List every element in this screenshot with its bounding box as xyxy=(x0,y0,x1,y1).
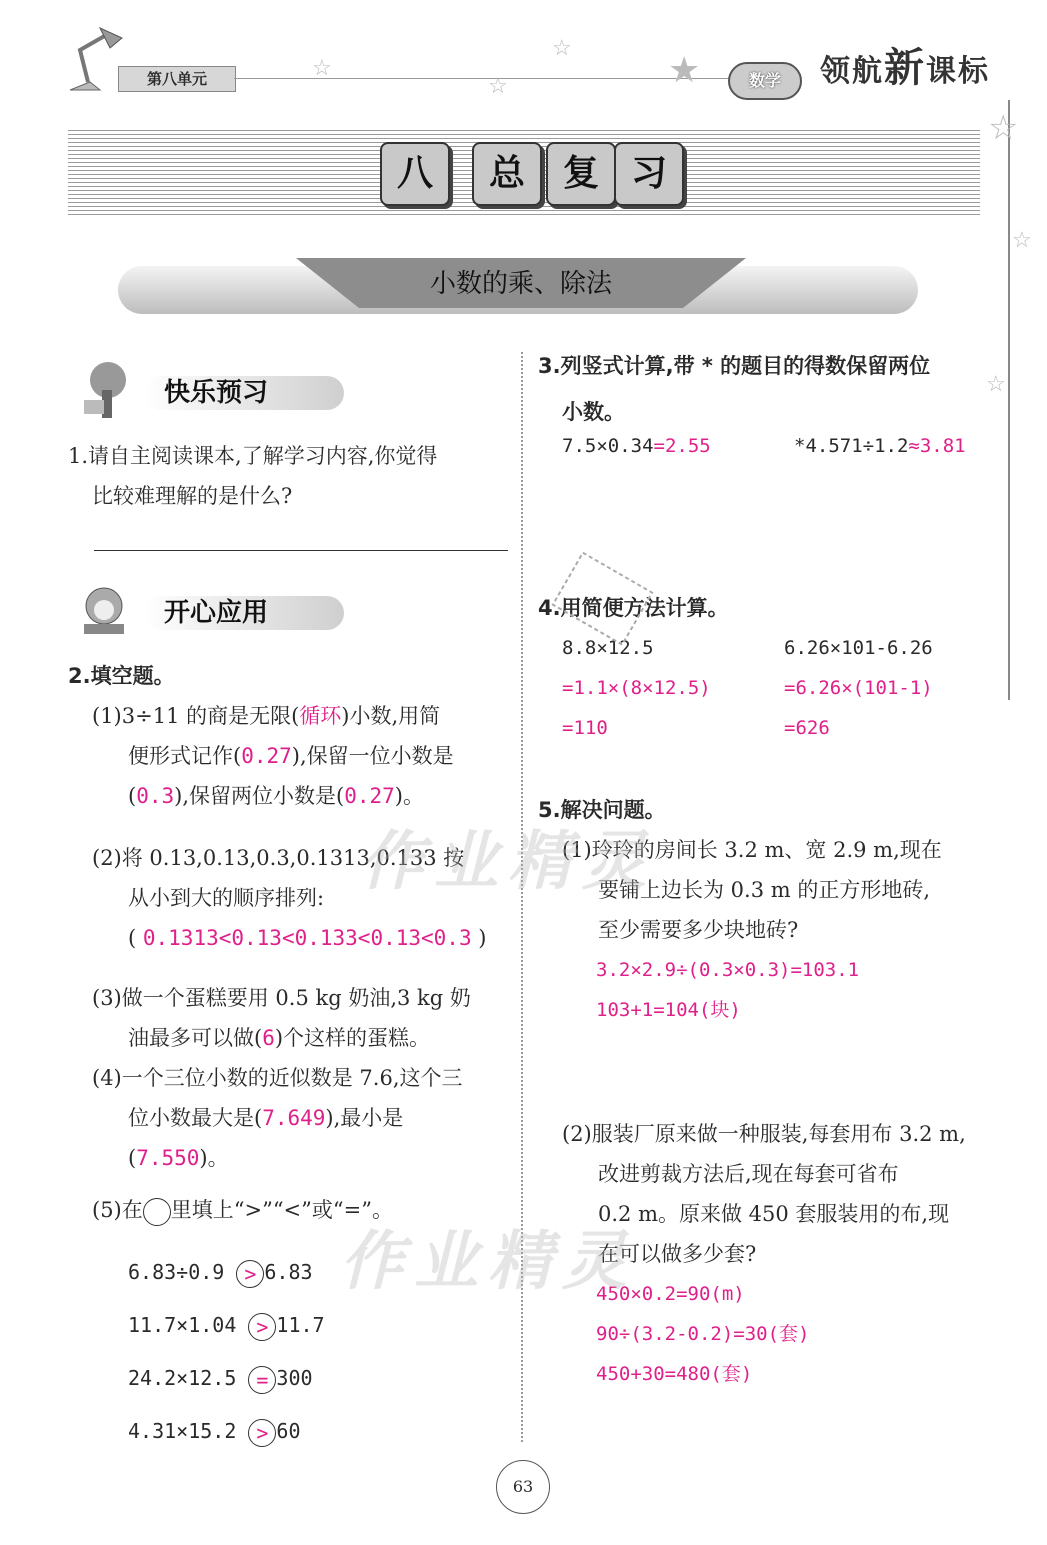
compare-row: 24.2×12.5 = 300 xyxy=(128,1366,313,1392)
chapter-title-char: 总 xyxy=(472,142,542,206)
tree-mascot-icon xyxy=(76,360,136,424)
star-icon: ★ xyxy=(668,50,701,91)
q4-title: 4.用简便方法计算。 xyxy=(538,596,729,620)
compare-row: 11.7×1.04 > 11.7 xyxy=(128,1313,325,1339)
subject-badge: 数学 xyxy=(728,62,802,100)
q5-title: 5.解决问题。 xyxy=(538,798,666,822)
chapter-title-char: 习 xyxy=(614,142,684,206)
q2-part1: (1)3÷11 的商是无限(循环)小数,用简 便形式记作(0.27),保留一位小数是 (0.3),保留两位小数是(0.27)。 xyxy=(92,704,454,808)
compare-row: 4.31×15.2 > 60 xyxy=(128,1419,301,1445)
q5-part1: (1)玲玲的房间长 3.2 m、宽 2.9 m,现在 要铺上边长为 0.3 m 的正方形地砖, 至少需要多少块地砖? xyxy=(562,838,942,942)
q4-left-work: 8.8×12.5 =1.1×(8×12.5) =110 xyxy=(562,637,711,739)
q2-part4: (4)一个三位小数的近似数是 7.6,这个三 位小数最大是(7.649),最小是 (7.550)。 xyxy=(92,1066,463,1170)
q2-part5: (5)在 里填上“>”“<”或“=”。 xyxy=(92,1190,522,1230)
star-icon: ☆ xyxy=(488,74,508,99)
brand-logo xyxy=(820,36,990,93)
chapter-number: 八 xyxy=(380,142,450,206)
apply-label: 开心应用 xyxy=(144,596,344,630)
answer-line xyxy=(94,550,508,551)
q2-part2: (2)将 0.13,0.13,0.3,0.1313,0.133 按 从小到大的顺序排列: ( 0.1313<0.13<0.133<0.13<0.3 ) xyxy=(92,846,487,950)
q1-line1: 1.请自主阅读课本,了解学习内容,你觉得 xyxy=(68,444,438,468)
watermark: 作业精灵 xyxy=(360,825,656,899)
brand-post: 课标 xyxy=(926,54,990,89)
q3-expr2: *4.571÷1.2≈3.81 xyxy=(794,435,966,457)
q5-part2: (2)服装厂原来做一种服装,每套用布 3.2 m, 改进剪裁方法后,现在每套可省布 0.2 m。原来做 450 套服装用的布,现 在可以做多少套? xyxy=(562,1122,966,1266)
section-title: 小数的乘、除法 xyxy=(429,269,612,299)
unit-label: 第八单元 xyxy=(118,66,236,92)
compare-row: 6.83÷0.9 > 6.83 xyxy=(128,1260,313,1286)
stamp-icon xyxy=(540,548,660,658)
star-icon: ☆ xyxy=(986,372,1006,397)
page-number: 63 xyxy=(496,1460,550,1514)
star-icon: ☆ xyxy=(552,36,572,61)
brand-pre: 领航 xyxy=(820,54,884,89)
q5-part1-answer: 3.2×2.9÷(0.3×0.3)=103.1 103+1=104(块) xyxy=(596,959,860,1021)
q2-title: 2.填空题。 xyxy=(68,664,175,688)
girl-mascot-icon xyxy=(74,580,140,640)
star-icon: ☆ xyxy=(988,108,1019,148)
question-1 xyxy=(68,436,518,516)
q5-part2-answer: 450×0.2=90(m) 90÷(3.2-0.2)=30(套) 450+30=480(套) xyxy=(596,1283,810,1385)
q3-expr1: 7.5×0.34=2.55 xyxy=(562,435,711,457)
question-3: 3.列竖式计算,带 * 的题目的得数保留两位 小数。 xyxy=(538,354,931,424)
watermark: 作业精灵 xyxy=(340,1225,636,1299)
q4-right-work: 6.26×101-6.26 =6.26×(101-1) =626 xyxy=(784,637,933,739)
margin-rule xyxy=(1008,100,1010,700)
blank-circle xyxy=(143,1198,171,1226)
star-icon: ☆ xyxy=(312,56,332,81)
q2-part3: (3)做一个蛋糕要用 0.5 kg 奶油,3 kg 奶 油最多可以做(6)个这样的蛋糕。 xyxy=(92,986,471,1050)
brand-big: 新 xyxy=(884,45,926,91)
chapter-title-char: 复 xyxy=(546,142,616,206)
q1-line2: 比较难理解的是什么? xyxy=(92,484,293,508)
preview-label: 快乐预习 xyxy=(144,376,344,410)
star-icon: ☆ xyxy=(1012,228,1032,253)
